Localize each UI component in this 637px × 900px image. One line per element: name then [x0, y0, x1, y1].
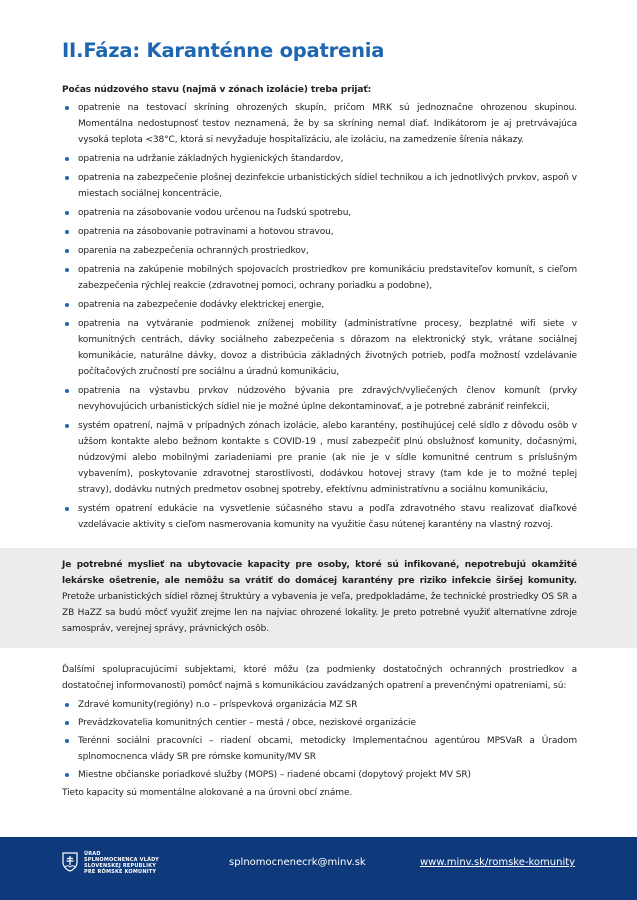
highlight-normal-text: Pretože urbanistických sídiel rôznej štruktúry a vybavenia je veľa, predpokladáme, že technické prostriedky OS SR a ZB HaZZ sa budú môcť využiť zrejme len na najviac ohrozené lokality. Je preto potrebné využiť alternatívne zdroje samospráv, verejnej správy, právnických osôb. — [62, 592, 577, 634]
measure-list-item: systém opatrení, najmä v prípadných zónach izolácie, alebo karantény, postihujúcej celé sídlo z dôvodu osôb v užšom kontakte alebo bežnom kontakte s COVID-19 , musí zabezpečiť plnú obslužnosť komunity, dočasnými, núdzovými alebo mobilnými zariadeniami pre pranie (ak nie je v sídle komunitné centrum s príslušným vybavením), poskytovanie zdravotnej starostlivosti, dodávkou hotovej stravy (tam kde je to možné teplej stravy), dodávku nutných predmetov osobnej spotreby, efektívnu administratívnu a sociálnu komunikáciu, — [62, 418, 577, 498]
partners-list — [62, 697, 577, 783]
logo-text-line: SLOVENSKEJ REPUBLIKY — [84, 863, 157, 869]
logo-text-line: SPLNOMOCNENCA VLÁDY — [84, 857, 159, 863]
coat-of-arms-icon — [62, 852, 78, 872]
measure-list-item: opatrenia na zabezpečenie plošnej dezinfekcie urbanistických sídiel technikou a ich jednotlivých prvkov, aspoň v miestach sociálnej koncentrácie, — [62, 170, 577, 202]
highlight-bold-text: Je potrebné myslieť na ubytovacie kapacity pre osoby, ktoré sú infikované, nepotrebujú okamžité lekárske ošetrenie, ale nemôžu sa vrátiť do domácej karantény pre riziko infekcie širšej komunity. — [62, 560, 577, 586]
measure-list-item: opatrenia na výstavbu prvkov núdzového bývania pre zdravých/vyliečených členov komunít (prvky nevyhovujúcich urbanistických sídiel nie je možné úplne dekontaminovať, a je potrebné zabrániť reinfekcii, — [62, 383, 577, 415]
footer-email[interactable]: splnomocnenecrk@minv.sk — [229, 857, 366, 868]
partner-list-item: Zdravé komunity(regióny) n.o – príspevková organizácia MZ SR — [62, 697, 577, 713]
logo-text-line: ÚRAD — [84, 851, 101, 857]
partner-list-item: Miestne občianske poriadkové služby (MOPS) – riadené obcami (dopytový projekt MV SR) — [62, 767, 577, 783]
highlight-paragraph — [62, 557, 577, 637]
partners-intro: Ďalšími spolupracujúcimi subjektami, ktoré môžu (za podmienky dostatočných ochranných prostriedkov a dostatočnej informovanosti) pomôcť najmä s komunikáciou zavádzaných opatrení a prevenčnými opatreniami, sú: — [62, 665, 577, 691]
measure-list-item: opatrenia na zásobovanie vodou určenou na ľudskú spotrebu, — [62, 205, 577, 221]
partner-list-item: Prevádzkovatelia komunitných centier – mestá / obce, neziskové organizácie — [62, 715, 577, 731]
intro-text: Počas núdzového stavu (najmä v zónach izolácie) treba prijať: — [62, 85, 372, 95]
main-content — [62, 82, 577, 801]
office-logo-text — [84, 851, 159, 875]
footer-bar — [0, 837, 637, 900]
measure-list-item: opatrenia na zabezpečenie dodávky elektrickej energie, — [62, 297, 577, 313]
measure-list-item: opatrenia na zásobovanie potravinami a hotovou stravou, — [62, 224, 577, 240]
partner-list-item: Terénni sociálni pracovníci – riadení obcami, metodicky Implementačnou agentúrou MPSVaR a Úradom splnomocnenca vlády SR pre rómske komunity/MV SR — [62, 733, 577, 765]
measure-list-item: systém opatrení edukácie na vysvetlenie súčasného stavu a podľa zdravotného stavu realizovať diaľkové vzdelávacie aktivity s cieľom nasmerovania komunity na využitie času nútenej karantény na vlastný rozvoj. — [62, 501, 577, 533]
highlight-box — [0, 548, 637, 648]
logo-text-line: PRE RÓMSKE KOMUNITY — [84, 869, 157, 875]
measure-list-item: opatrenie na testovací skríning ohrozených skupín, pričom MRK sú jednoznačne ohrozenou skupinou. Momentálna nedostupnosť testov neznamená, že by sa skríning nemal diať. Indikátorom je aj pretrvávajúca vysoká teplota <38°C, ktorá si nevyžaduje hospitalizáciu, ale izoláciu, na zamedzenie šírenia nákazy. — [62, 100, 577, 148]
closing-text: Tieto kapacity sú momentálne alokované a na úrovni obcí známe. — [62, 788, 353, 798]
footer-website-link[interactable]: www.minv.sk/romske-komunity — [420, 857, 576, 868]
measure-list-item: opatrenia na zakúpenie mobilných spojovacích prostriedkov pre komunikáciu predstaviteľov komunít, s cieľom zabezpečenia rýchlej reakcie (zdravotnej pomoci, ochrany poriadku a podobne), — [62, 262, 577, 294]
measures-list — [62, 100, 577, 533]
measure-list-item: opatrenia na udržanie základných hygienických štandardov, — [62, 151, 577, 167]
page-title: II.Fáza: Karanténne opatrenia — [62, 39, 385, 62]
measure-list-item: oparenia na zabezpečenia ochranných prostriedkov, — [62, 243, 577, 259]
measure-list-item: opatrenia na vytváranie podmienok zníženej mobility (administratívne procesy, bezplatné wifi siete v komunitných centrách, dávky sociálneho zabezpečenia s dôrazom na elektronický styk, vrátane sociálnej komunikácie, naturálne dávky, dovoz a distribúcia základných životných potrieb, podľa možností vzdelávanie počítačových zručností pre sociálnu a úradnú komunikáciu, — [62, 316, 577, 380]
